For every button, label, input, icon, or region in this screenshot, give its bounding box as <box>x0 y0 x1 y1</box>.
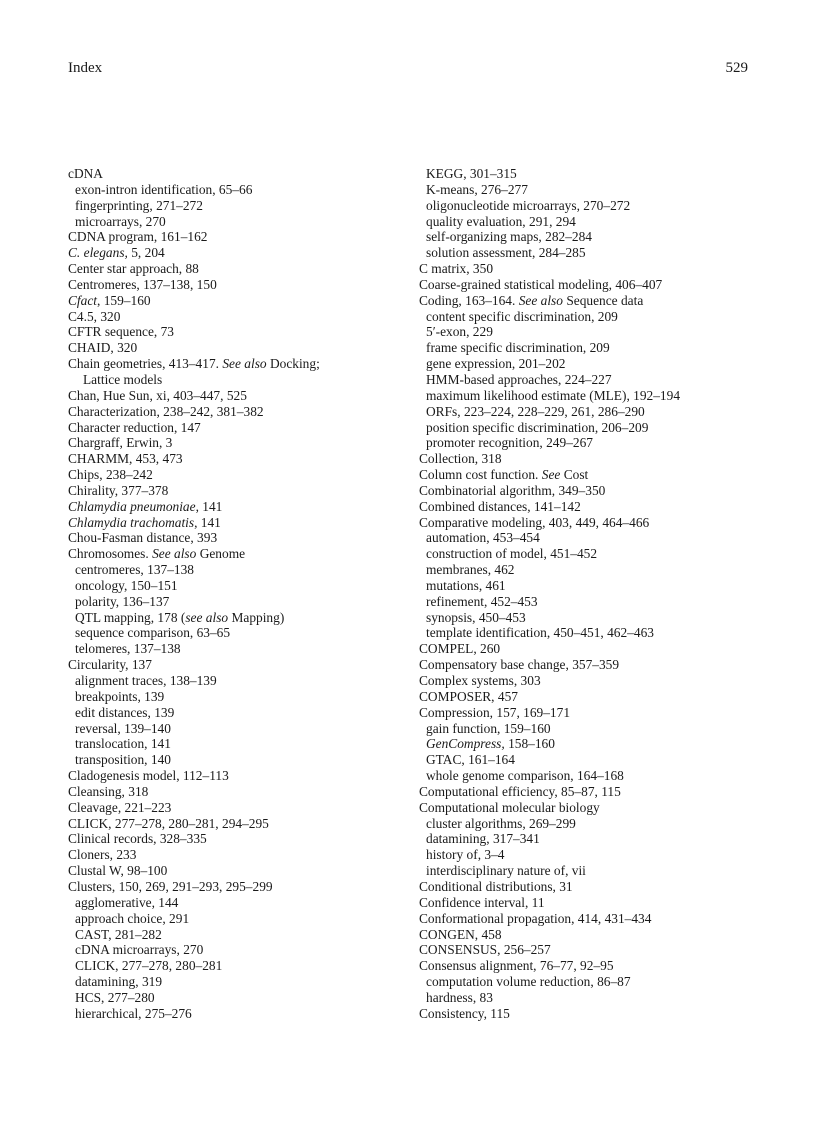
index-entry-main <box>68 530 398 546</box>
entry-text: agglomerative, 144 <box>75 894 179 910</box>
entry-text: self-organizing maps, 282–284 <box>426 229 592 245</box>
index-entry-main <box>68 515 398 531</box>
entry-text: QTL mapping, 178 ( <box>75 609 186 625</box>
entry-text: CONGEN, 458 <box>419 926 502 942</box>
index-entry-sub <box>419 610 764 626</box>
index-entry-sub <box>68 990 398 1006</box>
index-entry-sub <box>68 721 398 737</box>
entry-text: Genome <box>196 546 246 562</box>
entry-text: Circularity, 137 <box>68 657 152 673</box>
entry-text: Cleansing, 318 <box>68 783 149 799</box>
index-entry-sub <box>419 388 764 404</box>
index-entry-main <box>68 784 398 800</box>
index-entry-main <box>68 831 398 847</box>
index-entry-sub <box>68 641 398 657</box>
index-entry-sub <box>419 356 764 372</box>
entry-italic-text: Chlamydia pneumoniae <box>68 498 196 514</box>
index-entry-sub <box>68 895 398 911</box>
index-entry-main <box>68 847 398 863</box>
index-entry-sub <box>419 578 764 594</box>
entry-text: approach choice, 291 <box>75 910 190 926</box>
index-entry-main <box>419 942 764 958</box>
entry-text: Chargraff, Erwin, 3 <box>68 435 173 451</box>
entry-text: synopsis, 450–453 <box>426 609 526 625</box>
entry-text: Clustal W, 98–100 <box>68 863 168 879</box>
entry-text: Chromosomes. <box>68 546 153 562</box>
entry-text: microarrays, 270 <box>75 213 166 229</box>
index-entry-main <box>419 705 764 721</box>
entry-text: CLICK, 277–278, 280–281 <box>75 958 223 974</box>
index-entry-sub <box>419 229 764 245</box>
entry-text: CHAID, 320 <box>68 340 138 356</box>
index-entry-main <box>68 324 398 340</box>
entry-text: translocation, 141 <box>75 736 171 752</box>
entry-text: construction of model, 451–452 <box>426 546 598 562</box>
index-entry-sub <box>419 324 764 340</box>
index-entry-main <box>419 689 764 705</box>
index-entry-main <box>419 784 764 800</box>
entry-text: Docking; <box>266 356 320 372</box>
entry-text: cDNA <box>68 166 103 181</box>
entry-text: CFTR sequence, 73 <box>68 324 174 340</box>
index-entry-main <box>68 546 398 562</box>
index-entry-sub <box>419 594 764 610</box>
entry-text: hardness, 83 <box>426 989 493 1005</box>
index-entry-main <box>419 467 764 483</box>
entry-text: KEGG, 301–315 <box>426 166 517 181</box>
entry-text: Clusters, 150, 269, 291–293, 295–299 <box>68 878 273 894</box>
index-entry-main <box>419 499 764 515</box>
index-entry-main <box>68 309 398 325</box>
index-entry-sub <box>419 831 764 847</box>
index-entry-sub <box>419 420 764 436</box>
index-entry-sub <box>419 340 764 356</box>
index-entry-sub <box>68 578 398 594</box>
entry-text: C matrix, 350 <box>419 261 494 277</box>
entry-text: Cost <box>560 467 589 483</box>
running-head: Index <box>68 60 103 76</box>
entry-text: Lattice models <box>83 371 163 387</box>
index-entry-main <box>68 229 398 245</box>
index-entry-sub <box>419 404 764 420</box>
entry-text: Compression, 157, 169–171 <box>419 704 571 720</box>
index-entry-main <box>419 641 764 657</box>
entry-italic-text: See also <box>152 546 197 562</box>
index-entry-sub <box>419 847 764 863</box>
entry-text: gene expression, 201–202 <box>426 356 566 372</box>
index-entry-main <box>68 451 398 467</box>
index-entry-sub <box>419 768 764 784</box>
index-entry-sub <box>419 372 764 388</box>
entry-text: Coarse-grained statistical modeling, 406–407 <box>419 276 663 292</box>
entry-text: Consensus alignment, 76–77, 92–95 <box>419 958 614 974</box>
index-entry-main <box>419 483 764 499</box>
index-entry-sub <box>68 594 398 610</box>
entry-text: Comparative modeling, 403, 449, 464–466 <box>419 514 650 530</box>
entry-text: reversal, 139–140 <box>75 720 171 736</box>
entry-text: Conformational propagation, 414, 431–434 <box>419 910 652 926</box>
index-entry-main <box>419 1006 764 1022</box>
index-entry-main <box>419 911 764 927</box>
index-entry-main <box>68 356 398 372</box>
entry-text: ORFs, 223–224, 228–229, 261, 286–290 <box>426 403 645 419</box>
entry-text: Character reduction, 147 <box>68 419 201 435</box>
index-entry-main <box>68 420 398 436</box>
entry-text: C4.5, 320 <box>68 308 121 324</box>
entry-text: HMM-based approaches, 224–227 <box>426 371 612 387</box>
entry-text: fingerprinting, 271–272 <box>75 197 203 213</box>
entry-text: frame specific discrimination, 209 <box>426 340 610 356</box>
entry-text: refinement, 452–453 <box>426 593 538 609</box>
index-entry-main <box>68 863 398 879</box>
index-entry-main <box>68 800 398 816</box>
index-entry-sub <box>68 1006 398 1022</box>
entry-italic-text: C. elegans, <box>68 245 128 261</box>
index-entry-sub <box>419 245 764 261</box>
entry-text: telomeres, 137–138 <box>75 641 181 657</box>
entry-text: automation, 453–454 <box>426 530 540 546</box>
entry-text: 158–160 <box>504 736 555 752</box>
index-entry-cont <box>68 372 398 388</box>
entry-text: gain function, 159–160 <box>426 720 551 736</box>
entry-text: COMPOSER, 457 <box>419 688 518 704</box>
index-entry-sub <box>419 530 764 546</box>
entry-text: exon-intron identification, 65–66 <box>75 181 253 197</box>
index-entry-main <box>419 895 764 911</box>
index-entry-sub <box>68 911 398 927</box>
index-entry-sub <box>68 610 398 626</box>
index-entry-main <box>419 261 764 277</box>
entry-text: Characterization, 238–242, 381–382 <box>68 403 264 419</box>
entry-text: GTAC, 161–164 <box>426 752 515 768</box>
index-entry-main <box>68 499 398 515</box>
entry-text: template identification, 450–451, 462–463 <box>426 625 654 641</box>
index-entry-main <box>68 245 398 261</box>
index-entry-main <box>419 293 764 309</box>
entry-text: whole genome comparison, 164–168 <box>426 768 624 784</box>
entry-text: cDNA microarrays, 270 <box>75 942 204 958</box>
index-entry-sub <box>419 990 764 1006</box>
index-entry-sub <box>68 562 398 578</box>
entry-italic-text: GenCompress, <box>426 736 505 752</box>
index-column-right <box>419 166 764 1022</box>
entry-text: solution assessment, 284–285 <box>426 245 586 261</box>
entry-text: CONSENSUS, 256–257 <box>419 942 551 958</box>
index-entry-sub <box>419 546 764 562</box>
entry-text: datamining, 319 <box>75 974 163 990</box>
index-entry-sub <box>68 673 398 689</box>
entry-text: COMPEL, 260 <box>419 641 501 657</box>
index-entry-sub <box>68 214 398 230</box>
index-entry-sub <box>68 705 398 721</box>
index-entry-sub <box>68 182 398 198</box>
index-entry-main <box>68 483 398 499</box>
entry-italic-text: See also <box>222 356 267 372</box>
index-entry-main <box>68 816 398 832</box>
entry-text: Consistency, 115 <box>419 1005 510 1021</box>
index-entry-sub <box>419 974 764 990</box>
index-entry-sub <box>419 435 764 451</box>
index-entry-sub <box>419 752 764 768</box>
index-entry-sub <box>68 689 398 705</box>
index-entry-main <box>68 435 398 451</box>
entry-text: , 141 <box>195 498 223 514</box>
entry-text: Chirality, 377–378 <box>68 482 169 498</box>
index-entry-main <box>419 277 764 293</box>
entry-text: Chan, Hue Sun, xi, 403–447, 525 <box>68 387 247 403</box>
entry-text: Combined distances, 141–142 <box>419 498 581 514</box>
index-entry-main <box>68 261 398 277</box>
entry-text: Column cost function. <box>419 467 542 483</box>
entry-text: , 159–160 <box>97 292 151 308</box>
entry-text: CLICK, 277–278, 280–281, 294–295 <box>68 815 269 831</box>
entry-text: Mapping) <box>228 609 285 625</box>
index-entry-main <box>68 657 398 673</box>
index-entry-sub <box>419 309 764 325</box>
entry-text: Cladogenesis model, 112–113 <box>68 768 229 784</box>
index-entry-main <box>419 673 764 689</box>
entry-text: Chips, 238–242 <box>68 467 153 483</box>
index-entry-sub <box>68 198 398 214</box>
entry-text: position specific discrimination, 206–209 <box>426 419 649 435</box>
index-entry-sub <box>68 942 398 958</box>
index-entry-sub <box>419 625 764 641</box>
entry-text: Chain geometries, 413–417. <box>68 356 223 372</box>
entry-text: Collection, 318 <box>419 451 502 467</box>
entry-text: Cleavage, 221–223 <box>68 799 172 815</box>
index-entry-sub <box>419 182 764 198</box>
entry-text: hierarchical, 275–276 <box>75 1005 192 1021</box>
entry-text: computation volume reduction, 86–87 <box>426 974 631 990</box>
entry-text: cluster algorithms, 269–299 <box>426 815 576 831</box>
index-entry-main <box>68 277 398 293</box>
entry-text: Confidence interval, 11 <box>419 894 545 910</box>
entry-text: maximum likelihood estimate (MLE), 192–194 <box>426 387 681 403</box>
index-entry-main <box>68 388 398 404</box>
entry-text: Complex systems, 303 <box>419 673 541 688</box>
entry-text: membranes, 462 <box>426 562 515 578</box>
entry-italic-text: See also <box>518 292 563 308</box>
entry-text: Cloners, 233 <box>68 847 137 863</box>
index-entry-main <box>419 958 764 974</box>
entry-text: interdisciplinary nature of, vii <box>426 863 586 879</box>
index-entry-main <box>68 879 398 895</box>
entry-text: Computational efficiency, 85–87, 115 <box>419 783 621 799</box>
index-entry-sub <box>68 625 398 641</box>
index-entry-main <box>68 467 398 483</box>
index-entry-sub <box>419 816 764 832</box>
entry-text: breakpoints, 139 <box>75 688 165 704</box>
entry-text: Chou-Fasman distance, 393 <box>68 530 218 546</box>
index-entry-main <box>419 879 764 895</box>
entry-text: oncology, 150–151 <box>75 577 178 593</box>
index-entry-sub <box>419 198 764 214</box>
entry-text: Combinatorial algorithm, 349–350 <box>419 482 606 498</box>
index-entry-main <box>68 768 398 784</box>
index-entry-sub <box>68 974 398 990</box>
entry-text: alignment traces, 138–139 <box>75 673 217 688</box>
index-entry-main <box>419 515 764 531</box>
entry-text: transposition, 140 <box>75 752 171 768</box>
entry-text: Clinical records, 328–335 <box>68 831 207 847</box>
index-entry-main <box>68 404 398 420</box>
entry-text: quality evaluation, 291, 294 <box>426 213 576 229</box>
index-entry-sub <box>68 958 398 974</box>
entry-text: CDNA program, 161–162 <box>68 229 208 245</box>
index-entry-main <box>419 800 764 816</box>
index-entry-sub <box>419 863 764 879</box>
entry-text: Centromeres, 137–138, 150 <box>68 276 217 292</box>
page-number: 529 <box>725 60 748 76</box>
entry-text: K-means, 276–277 <box>426 181 528 197</box>
index-entry-main <box>68 340 398 356</box>
index-entry-main <box>68 293 398 309</box>
index-entry-sub <box>68 927 398 943</box>
index-entry-sub <box>419 721 764 737</box>
index-entry-main <box>419 927 764 943</box>
entry-italic-text: Chlamydia trachomatis <box>68 514 195 530</box>
entry-text: CAST, 281–282 <box>75 926 162 942</box>
entry-text: Center star approach, 88 <box>68 261 199 277</box>
index-entry-sub <box>419 166 764 182</box>
entry-text: centromeres, 137–138 <box>75 562 194 578</box>
entry-text: 5, 204 <box>127 245 165 261</box>
entry-text: Sequence data <box>562 292 644 308</box>
entry-text: datamining, 317–341 <box>426 831 540 847</box>
index-entry-sub <box>419 562 764 578</box>
entry-text: 5′-exon, 229 <box>426 324 493 340</box>
entry-text: edit distances, 139 <box>75 704 175 720</box>
entry-text: oligonucleotide microarrays, 270–272 <box>426 197 631 213</box>
entry-text: sequence comparison, 63–65 <box>75 625 231 641</box>
index-entry-main <box>68 166 398 182</box>
index-entry-sub <box>68 736 398 752</box>
index-entry-sub <box>68 752 398 768</box>
entry-text: history of, 3–4 <box>426 847 505 863</box>
index-column-left <box>68 166 398 1022</box>
index-entry-sub <box>419 214 764 230</box>
entry-text: Conditional distributions, 31 <box>419 878 573 894</box>
entry-text: , 141 <box>194 514 221 530</box>
index-entry-main <box>419 451 764 467</box>
entry-text: content specific discrimination, 209 <box>426 308 618 324</box>
entry-text: mutations, 461 <box>426 577 506 593</box>
entry-text: Compensatory base change, 357–359 <box>419 657 620 673</box>
entry-italic-text: see also <box>185 609 229 625</box>
entry-text: CHARMM, 453, 473 <box>68 451 183 467</box>
index-entry-main <box>419 657 764 673</box>
entry-text: HCS, 277–280 <box>75 989 155 1005</box>
entry-text: Computational molecular biology <box>419 799 600 815</box>
index-entry-sub <box>419 736 764 752</box>
entry-text: Coding, 163–164. <box>419 292 519 308</box>
entry-text: promoter recognition, 249–267 <box>426 435 593 451</box>
entry-italic-text: Cfact <box>68 292 98 308</box>
entry-italic-text: See <box>541 467 561 483</box>
entry-text: polarity, 136–137 <box>75 593 170 609</box>
